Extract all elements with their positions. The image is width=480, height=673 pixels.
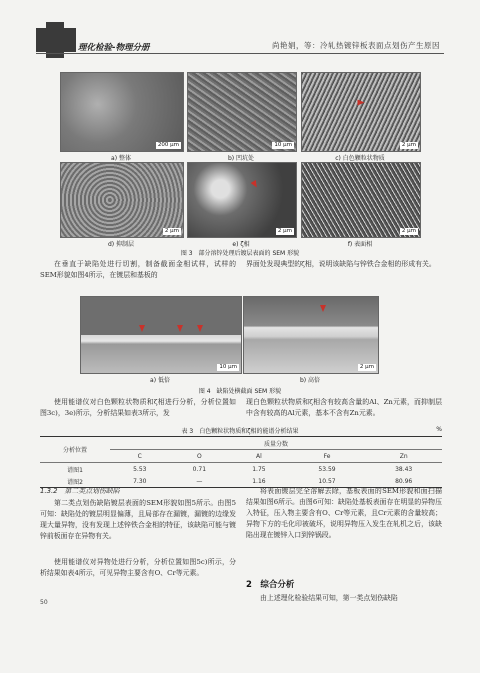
- table-cell: 10.57: [318, 477, 336, 485]
- table3-caption: 表 3 白色颗粒状物质和ζ相的能谱分析结果: [181, 428, 299, 435]
- scale-bar: 2 μm: [164, 228, 179, 234]
- table-column-header: Fe: [289, 450, 366, 463]
- paragraph-cross-section-left: 在垂直于缺陷处进行切割，制备截面金相试样，试样的SEM形貌如图4所示，在镀层和基板的: [40, 260, 236, 279]
- figure4-label-b: b) 高倍: [299, 377, 321, 384]
- paragraph-eds-left: 使用能谱仪对白色颗粒状物质和ζ相进行分析，分析位置如图3c)，3e)所示，分析结果如表3所示，发: [40, 398, 236, 417]
- paragraph-substrate: 将表面镀层完全溶解去除，基板表面的SEM形貌和面扫描结果如图6所示。由图6可知：缺陷处基板表面存在明显的异物压入特征，压入物主要含有O、Cr等元素，且Cr元素的含量较高；异物下方的毛化印被破坏，说明异物压入发生在轧机之后，该缺陷出现在镀锌入口到锌锅段。: [246, 487, 442, 539]
- table-cell: 0.71: [192, 465, 207, 473]
- section-heading-2: 2 综合分析: [246, 580, 295, 590]
- journal-name: 理化检验-物理分册: [78, 43, 150, 53]
- table3-unit: %: [436, 426, 442, 433]
- table-group-header: 质量分数: [110, 437, 442, 450]
- header-rule: [36, 53, 444, 54]
- scale-bar: 2 μm: [277, 228, 292, 234]
- figure3-label-d: d) 抑制层: [107, 241, 135, 248]
- figure3-panel-d: [60, 162, 184, 238]
- journal-logo: [36, 28, 76, 52]
- table-column-header: Al: [229, 450, 289, 463]
- table-column-header: O: [170, 450, 230, 463]
- figure3-label-c: c) 白色颗粒状物质: [335, 155, 385, 162]
- red-arrow-icon: [358, 100, 365, 106]
- table-cell: 1.75: [252, 465, 266, 473]
- figure3-label-b: b) 凹坑处: [227, 155, 255, 162]
- paragraph-cross-section-right: 界面处发现典型的ζ相，说明该缺陷与锌铁合金相的形成有关。: [246, 260, 436, 268]
- figure3-panel-e: [187, 162, 297, 238]
- figure4-panel-a: [80, 296, 242, 374]
- red-arrow-icon: [139, 325, 145, 332]
- section-heading-1-3-2: 1.3.2 第二类点划伤缺陷: [40, 487, 120, 495]
- table-column-header: C: [110, 450, 170, 463]
- table3: [40, 436, 442, 488]
- table-cell: 谱图2: [67, 478, 83, 486]
- scale-bar: 2 μm: [359, 364, 374, 370]
- table-cell: 80.96: [395, 477, 413, 485]
- table-cell: 1.16: [252, 477, 266, 485]
- red-arrow-icon: [177, 325, 183, 332]
- figure3-panel-b: [187, 72, 297, 152]
- scale-bar: 2 μm: [401, 228, 416, 234]
- figure4-caption: 图 4 缺陷处横截面 SEM 形貌: [198, 388, 282, 395]
- figure4-label-a: a) 低倍: [150, 377, 170, 384]
- table-cell: —: [196, 477, 203, 485]
- figure4-panel-b: [243, 296, 379, 374]
- figure3-panel-a: [60, 72, 184, 152]
- scale-bar: 10 μm: [274, 142, 292, 148]
- paragraph-foreign-matter: 使用能谱仪对异物处进行分析，分析位置如图5c)所示，分析结果如表4所示，可见异物主要含有O、Cr等元素。: [40, 558, 236, 577]
- red-arrow-icon: [197, 325, 203, 332]
- paragraph-analysis: 由上述理化检验结果可知，第一类点划伤缺陷: [260, 594, 398, 602]
- table-cell: 53.59: [318, 465, 336, 473]
- figure3-caption: 图 3 部分溶锌处理后镀层表面的 SEM 形貌: [180, 250, 300, 257]
- red-arrow-icon: [251, 180, 260, 189]
- figure3-panel-f: [301, 162, 421, 238]
- table-row: [40, 463, 442, 476]
- table-cell: 7.30: [133, 477, 147, 485]
- running-title: 尚艳娟，等：冷轧热镀锌板表面点划伤产生原因: [272, 41, 440, 50]
- paragraph-second-defect: 第二类点划伤缺陷镀层表面的SEM形貌如图5所示。由图5可知：缺陷处的镀层明显偏薄，且局部存在漏镀，漏镀的边缘发现大量异物，没有发现上述锌铁合金相的特征，该缺陷可能与镀锌前板面存在异物有关。: [40, 499, 236, 540]
- figure3-label-f: f) 表面相: [347, 241, 373, 248]
- page-number: 50: [40, 599, 48, 606]
- table-cell: 5.53: [133, 465, 147, 473]
- table-row-header: 分析位置: [40, 437, 110, 463]
- figure3-panel-c: [301, 72, 421, 152]
- scale-bar: 200 μm: [157, 142, 179, 148]
- figure3-label-e: e) ζ相: [232, 241, 250, 248]
- paragraph-eds-right: 现白色颗粒状物质和ζ相含有较高含量的Al、Zn元素，而抑制层中含有较高的Al元素，基本不含有Zn元素。: [246, 398, 442, 417]
- scale-bar: 10 μm: [219, 364, 237, 370]
- table-cell: 谱图1: [67, 466, 83, 474]
- table-cell: 38.43: [395, 465, 413, 473]
- table-column-header: Zn: [365, 450, 442, 463]
- scale-bar: 2 μm: [401, 142, 416, 148]
- red-arrow-icon: [320, 305, 326, 312]
- figure3-label-a: a) 整体: [111, 155, 131, 162]
